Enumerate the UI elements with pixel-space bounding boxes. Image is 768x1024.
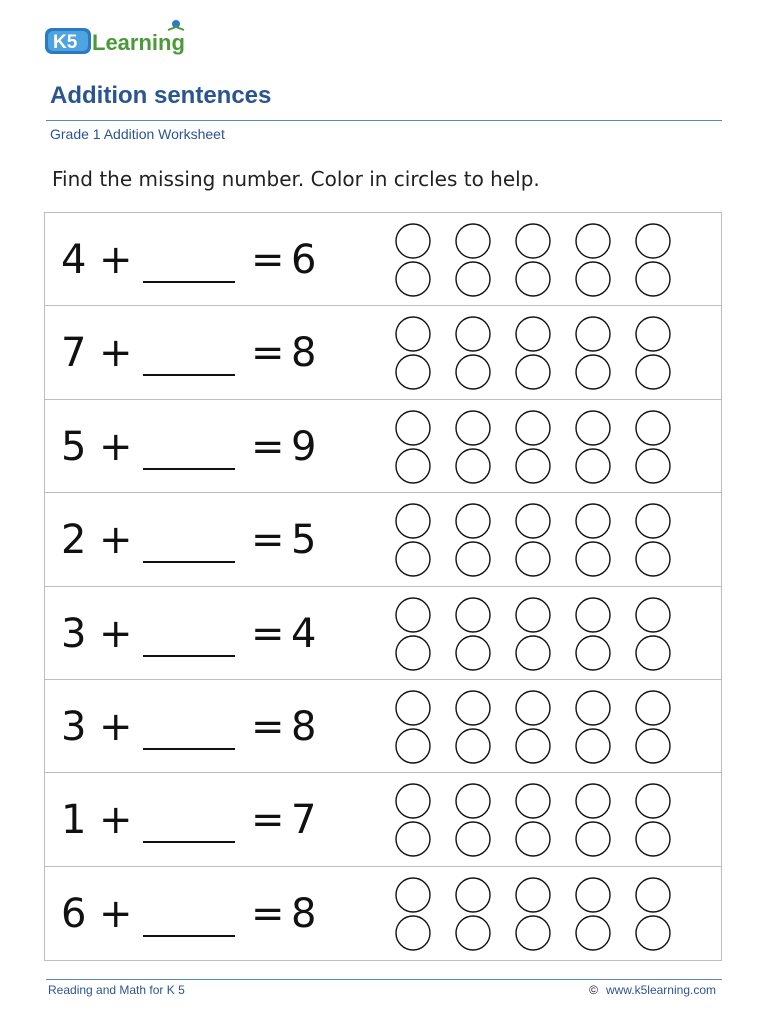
problem-row [45,493,721,586]
sum: 8 [291,890,317,937]
counting-circle[interactable] [396,784,430,818]
problem-row [45,213,721,306]
counting-circle[interactable] [516,224,550,258]
counting-circle[interactable] [576,317,610,351]
counting-circle[interactable] [576,262,610,296]
plus-sign: + [99,330,133,377]
counting-circle[interactable] [636,636,670,670]
sum: 6 [291,237,317,283]
problem-row [45,867,721,960]
counting-circles [395,689,685,765]
counting-circle[interactable] [636,224,670,258]
addition-sentence [61,517,316,563]
counting-circle[interactable] [456,822,490,856]
plus-sign: + [99,517,133,564]
counting-circle[interactable] [396,449,430,483]
counting-circle[interactable] [456,355,490,389]
counting-circles [395,409,685,485]
problem-table [44,212,722,961]
counting-circle[interactable] [576,916,610,950]
missing-number-blank[interactable] [143,424,235,470]
counting-circle[interactable] [576,636,610,670]
counting-circle[interactable] [516,636,550,670]
counting-circle[interactable] [576,598,610,632]
addend: 4 [61,237,87,283]
counting-circle[interactable] [636,542,670,576]
svg-text:K5: K5 [53,32,78,53]
counting-circle[interactable] [636,784,670,818]
counting-circle[interactable] [636,317,670,351]
counting-circle[interactable] [636,878,670,912]
counting-circle[interactable] [636,262,670,296]
counting-circle[interactable] [516,784,550,818]
sum: 5 [291,517,317,564]
problem-row [45,587,721,680]
counting-circle[interactable] [456,224,490,258]
missing-number-blank[interactable] [143,330,235,376]
sum: 4 [291,610,317,657]
counting-circles [395,782,685,858]
counting-circle[interactable] [576,691,610,725]
addend: 3 [61,703,87,750]
counting-circle[interactable] [516,878,550,912]
addition-sentence [61,891,316,937]
counting-circle[interactable] [636,355,670,389]
footer-website[interactable] [589,983,716,997]
equals-sign: = [251,330,285,377]
counting-circle[interactable] [576,878,610,912]
counting-circle[interactable] [576,822,610,856]
sum: 8 [291,703,317,750]
counting-circle[interactable] [516,262,550,296]
addend: 7 [61,330,87,377]
counting-circle[interactable] [456,878,490,912]
k5-learning-logo [44,16,214,60]
counting-circle[interactable] [516,411,550,445]
counting-circle[interactable] [576,355,610,389]
counting-circle[interactable] [516,355,550,389]
counting-circle[interactable] [576,224,610,258]
equals-sign: = [251,237,285,283]
missing-number-blank[interactable] [143,611,235,657]
counting-circle[interactable] [396,916,430,950]
counting-circle[interactable] [576,784,610,818]
counting-circle[interactable] [456,262,490,296]
counting-circle[interactable] [456,449,490,483]
missing-number-blank[interactable] [143,237,235,283]
addition-sentence [61,237,316,283]
counting-circle[interactable] [396,598,430,632]
counting-circle[interactable] [516,822,550,856]
sum: 8 [291,330,317,377]
counting-circle[interactable] [396,636,430,670]
counting-circle[interactable] [456,504,490,538]
counting-circle[interactable] [396,822,430,856]
plus-sign: + [99,237,133,283]
counting-circle[interactable] [456,784,490,818]
counting-circle[interactable] [396,729,430,763]
plus-sign: + [99,610,133,657]
counting-circles [395,596,685,672]
counting-circle[interactable] [396,317,430,351]
footer-divider [46,979,722,980]
counting-circle[interactable] [516,729,550,763]
counting-circle[interactable] [576,542,610,576]
counting-circle[interactable] [396,691,430,725]
addend: 5 [61,423,87,470]
plus-sign: + [99,797,133,844]
counting-circle[interactable] [456,636,490,670]
counting-circle[interactable] [516,598,550,632]
counting-circle[interactable] [516,542,550,576]
missing-number-blank[interactable] [143,517,235,563]
worksheet-subtitle: Grade 1 Addition Worksheet [50,126,225,142]
counting-circle[interactable] [456,691,490,725]
sum: 7 [291,797,317,844]
equals-sign: = [251,610,285,657]
counting-circle[interactable] [636,504,670,538]
counting-circle[interactable] [636,822,670,856]
counting-circle[interactable] [456,598,490,632]
counting-circle[interactable] [516,504,550,538]
equals-sign: = [251,423,285,470]
counting-circles [395,502,685,578]
website-link[interactable]: www.k5learning.com [605,983,716,997]
counting-circle[interactable] [516,317,550,351]
counting-circle[interactable] [636,691,670,725]
equals-sign: = [251,797,285,844]
addition-sentence [61,611,316,657]
plus-sign: + [99,703,133,750]
counting-circle[interactable] [396,504,430,538]
counting-circle[interactable] [516,449,550,483]
svg-text:Learning: Learning [92,30,185,55]
header-divider [46,120,722,121]
addend: 3 [61,610,87,657]
addition-sentence [61,330,316,376]
worksheet-title: Addition sentences [50,82,272,109]
footer-tagline: Reading and Math for K 5 [48,983,185,997]
counting-circles [395,315,685,391]
counting-circle[interactable] [456,916,490,950]
counting-circle[interactable] [576,411,610,445]
problem-row [45,400,721,493]
counting-circle[interactable] [456,542,490,576]
counting-circle[interactable] [576,449,610,483]
counting-circle[interactable] [456,411,490,445]
copyright-symbol: © [589,983,598,997]
addend: 2 [61,517,87,564]
counting-circle[interactable] [636,411,670,445]
sum: 9 [291,423,317,470]
counting-circle[interactable] [576,504,610,538]
missing-number-blank[interactable] [143,704,235,750]
counting-circle[interactable] [576,729,610,763]
counting-circle[interactable] [516,916,550,950]
counting-circles [395,222,685,298]
counting-circle[interactable] [396,542,430,576]
addend: 6 [61,890,87,937]
counting-circles [395,876,685,952]
equals-sign: = [251,890,285,937]
counting-circle[interactable] [396,878,430,912]
counting-circle[interactable] [396,262,430,296]
addition-sentence [61,797,316,843]
addend: 1 [61,797,87,844]
counting-circle[interactable] [456,729,490,763]
counting-circle[interactable] [516,691,550,725]
counting-circle[interactable] [396,355,430,389]
plus-sign: + [99,890,133,937]
equals-sign: = [251,703,285,750]
addition-sentence [61,704,316,750]
counting-circle[interactable] [636,729,670,763]
counting-circle[interactable] [636,449,670,483]
missing-number-blank[interactable] [143,891,235,937]
counting-circle[interactable] [396,411,430,445]
counting-circle[interactable] [636,598,670,632]
counting-circle[interactable] [636,916,670,950]
missing-number-blank[interactable] [143,797,235,843]
equals-sign: = [251,517,285,564]
problem-row [45,680,721,773]
counting-circle[interactable] [456,317,490,351]
instructions: Find the missing number. Color in circles to help. [52,167,540,191]
problem-row [45,773,721,866]
problem-row [45,306,721,399]
counting-circle[interactable] [396,224,430,258]
plus-sign: + [99,423,133,470]
addition-sentence [61,424,316,470]
